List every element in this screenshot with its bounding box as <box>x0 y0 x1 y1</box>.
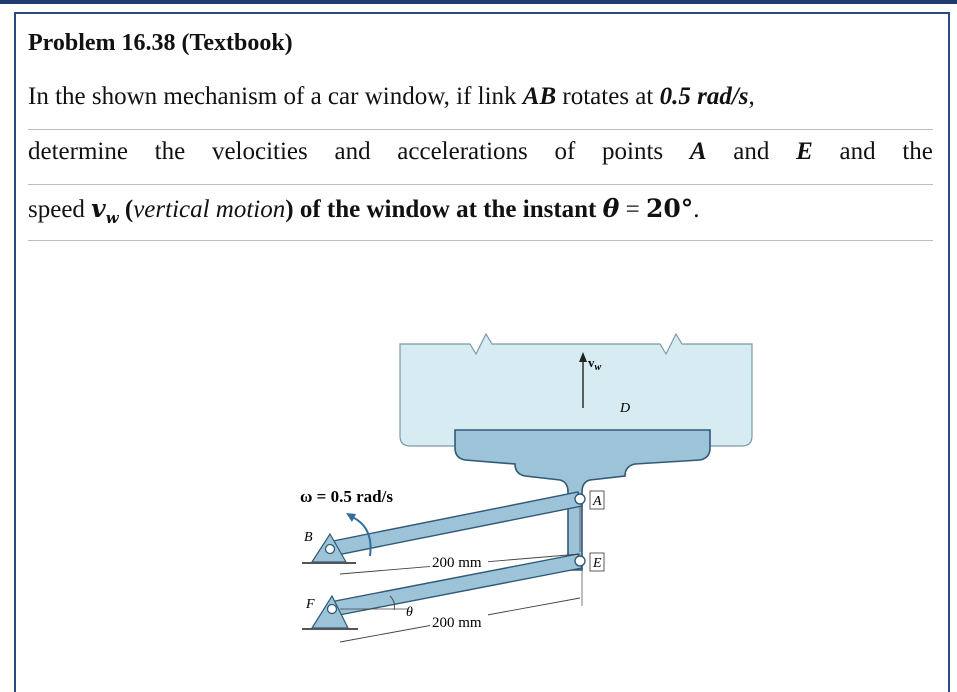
v-symbol: v <box>91 194 106 223</box>
label-b: B <box>304 530 313 545</box>
pin-b <box>326 545 335 554</box>
word: velocities <box>211 138 308 165</box>
window-speed-symbol <box>91 194 119 227</box>
word: determine <box>28 138 128 165</box>
vertical-motion-text: vertical motion <box>133 196 286 223</box>
text-segment: , <box>748 83 755 110</box>
word: of <box>554 138 576 165</box>
pin-a <box>575 494 585 504</box>
problem-title: Problem 16.38 (Textbook) <box>28 30 293 56</box>
word: the <box>902 138 933 165</box>
mechanism-figure <box>290 330 770 660</box>
pin-f <box>328 605 337 614</box>
vw-label: $v_w$ <box>588 355 602 373</box>
word: and <box>334 138 371 165</box>
text-segment: ) of the window at the instant <box>285 196 603 223</box>
text-segment: In the shown mechanism of a car window, if link <box>28 83 523 110</box>
point-a-ref: A <box>689 138 707 165</box>
w-subscript: w <box>105 209 119 227</box>
word: points <box>602 138 664 165</box>
text-segment: speed <box>28 196 92 223</box>
text-segment: rotates at <box>556 83 660 110</box>
pin-e <box>575 556 585 566</box>
word: and <box>733 138 770 165</box>
word: accelerations <box>397 138 528 165</box>
text-segment: . <box>693 196 700 223</box>
text-underline <box>28 129 933 130</box>
text-segment: = <box>619 196 646 223</box>
angle-value: 20° <box>645 194 694 223</box>
text-underline <box>28 240 933 241</box>
link-ab-ref: AB <box>522 83 557 110</box>
omega-label: ω = 0.5 rad/s <box>300 487 393 506</box>
dim-upper: 200 mm <box>432 555 482 571</box>
problem-line-1 <box>28 83 933 111</box>
problem-line-3 <box>28 194 933 227</box>
label-theta: θ <box>406 605 413 620</box>
word: the <box>154 138 186 165</box>
word: and <box>839 138 876 165</box>
point-e-ref: E <box>796 138 813 165</box>
label-f: F <box>306 597 315 612</box>
label-d: D <box>620 401 631 416</box>
label-e: E <box>593 556 602 571</box>
dim-lower: 200 mm <box>432 615 482 631</box>
top-border <box>0 0 957 4</box>
theta-symbol: θ <box>602 194 620 223</box>
angular-rate: 0.5 rad/s <box>659 83 749 110</box>
text-segment: ( <box>118 196 134 223</box>
text-underline <box>28 184 933 185</box>
problem-line-2 <box>28 138 933 166</box>
label-a: A <box>593 494 602 509</box>
